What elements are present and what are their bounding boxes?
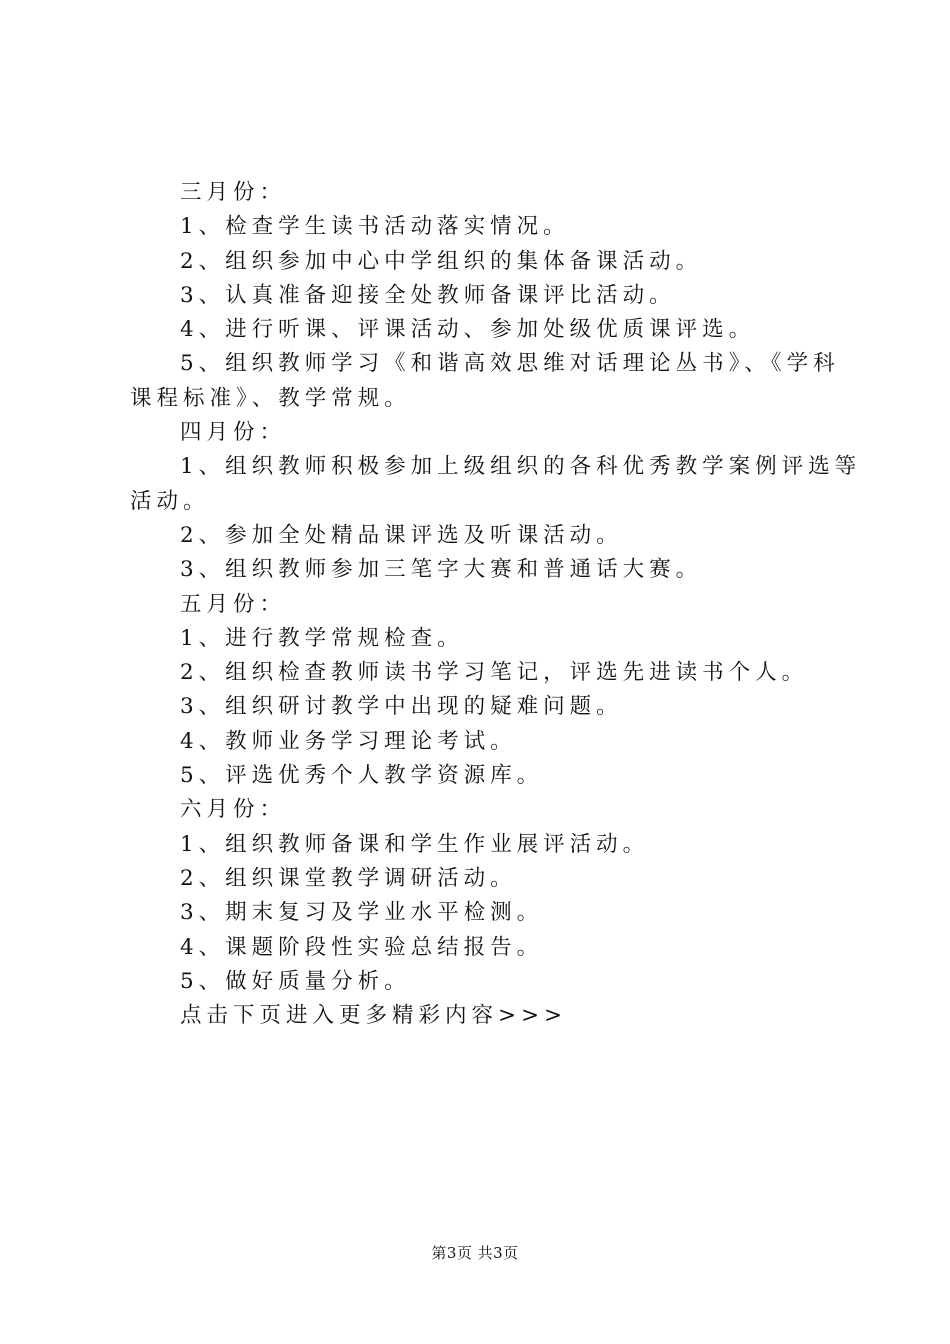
list-item: 5、组织教师学习《和谐高效思维对话理论丛书》、《学科	[180, 351, 840, 377]
list-item: 4、教师业务学习理论考试。	[180, 728, 517, 754]
document-body	[130, 176, 862, 1033]
list-item-continuation: 课程标准》、教学常规。	[130, 385, 411, 411]
list-item: 2、组织课堂教学调研活动。	[180, 865, 517, 891]
month-heading-april: 四月份：	[180, 420, 287, 446]
list-item: 4、进行听课、评课活动、参加处级优质课评选。	[180, 317, 756, 343]
list-item: 1、组织教师备课和学生作业展评活动。	[180, 831, 650, 857]
month-heading-march: 三月份：	[180, 180, 287, 205]
month-heading-june: 六月份：	[180, 797, 287, 823]
list-item: 1、组织教师积极参加上级组织的各科优秀教学案例评选等	[180, 454, 862, 480]
list-item: 4、课题阶段性实验总结报告。	[180, 934, 544, 960]
list-item: 1、检查学生读书活动落实情况。	[180, 214, 570, 240]
list-item: 3、组织教师参加三笔字大赛和普通话大赛。	[180, 557, 703, 583]
month-heading-may: 五月份：	[180, 591, 287, 617]
next-page-link[interactable]: 点击下页进入更多精彩内容>>>	[180, 1003, 568, 1029]
list-item: 2、组织参加中心中学组织的集体备课活动。	[180, 248, 703, 274]
list-item: 3、组织研讨教学中出现的疑难问题。	[180, 694, 623, 720]
list-item-continuation: 活动。	[130, 488, 210, 514]
list-item: 1、进行教学常规检查。	[180, 625, 464, 651]
list-item: 2、参加全处精品课评选及听课活动。	[180, 522, 623, 548]
list-item: 3、期末复习及学业水平检测。	[180, 900, 544, 926]
list-item: 5、评选优秀个人教学资源库。	[180, 763, 544, 789]
list-item: 3、认真准备迎接全处教师备课评比活动。	[180, 282, 676, 308]
page-footer: 第3页 共3页	[431, 1244, 519, 1262]
list-item: 5、做好质量分析。	[180, 968, 411, 994]
list-item: 2、组织检查教师读书学习笔记，评选先进读书个人。	[180, 660, 809, 686]
